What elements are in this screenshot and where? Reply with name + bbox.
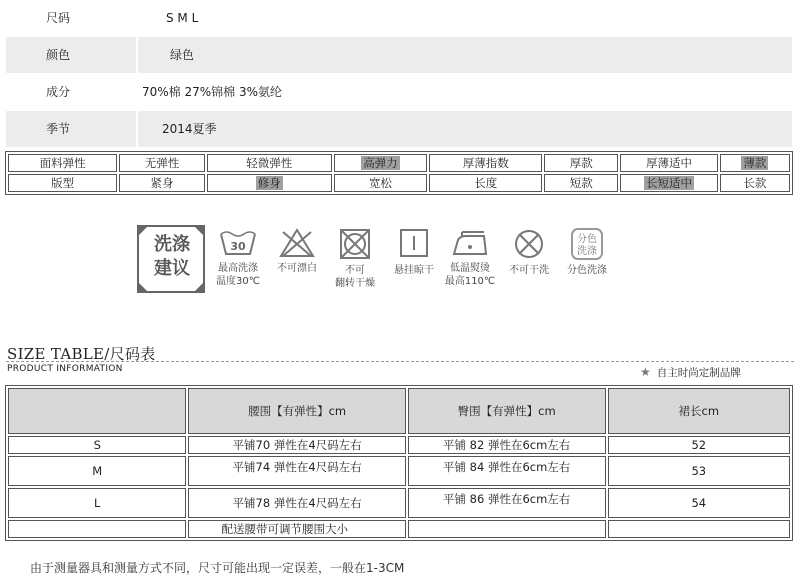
- info-key: 颜色: [46, 48, 71, 62]
- property-cell-selected: 高弹力: [334, 154, 428, 172]
- hip-cell: 平铺 82 弹性在6cm左右: [408, 436, 606, 454]
- empty-cell: [608, 520, 790, 538]
- property-row-fit: [8, 174, 790, 192]
- property-table: [5, 151, 793, 195]
- info-row-season: [6, 111, 792, 147]
- separate-wash-item: [557, 228, 617, 277]
- empty-cell: [408, 520, 606, 538]
- info-key: 季节: [46, 122, 71, 136]
- separate-wash-label: 分色洗涤: [567, 265, 607, 276]
- svg-text:分色: 分色: [577, 234, 597, 245]
- hang-dry-icon: [399, 228, 429, 260]
- property-cell: 版型: [8, 174, 117, 192]
- size-cell: M: [8, 456, 186, 486]
- hang-dry-item: [384, 228, 444, 277]
- property-cell: 厚款: [544, 154, 618, 172]
- wash-30-item: [208, 228, 268, 288]
- waist-cell: 平铺70 弹性在4尺码左右: [188, 436, 405, 454]
- header-cell: 腰围【有弹性】cm: [188, 388, 405, 434]
- property-cell-selected: 薄款: [720, 154, 790, 172]
- no-dry-clean-item: [499, 228, 559, 277]
- empty-cell: [8, 520, 186, 538]
- size-table-subtitle: PRODUCT INFORMATION: [7, 364, 123, 374]
- no-bleach-item: [267, 228, 327, 275]
- size-table: [5, 385, 793, 541]
- info-value: 2014夏季: [136, 111, 217, 147]
- waist-cell: 平铺74 弹性在4尺码左右: [188, 456, 405, 486]
- info-row-material: [6, 74, 792, 110]
- brand-tag: ★ 自主时尚定制品牌: [640, 365, 741, 379]
- property-cell: 长度: [429, 174, 542, 192]
- no-dry-clean-icon: [512, 228, 546, 260]
- property-cell-selected: 修身: [207, 174, 332, 192]
- hip-cell: 平铺 84 弹性在6cm左右: [408, 456, 606, 486]
- property-cell-selected: 长短适中: [620, 174, 717, 192]
- length-cell: 53: [608, 456, 790, 486]
- property-cell: 无弹性: [119, 154, 205, 172]
- no-tumble-dry-icon: [338, 228, 372, 260]
- info-row-size: [6, 0, 792, 36]
- iron-label: 低温熨烫 最高110℃: [444, 263, 496, 287]
- header-cell: 裙长cm: [608, 388, 790, 434]
- property-cell: 宽松: [334, 174, 428, 192]
- property-cell: 厚薄适中: [620, 154, 717, 172]
- hip-cell: 平铺 86 弹性在6cm左右: [408, 488, 606, 518]
- corner-marks-icon: [139, 227, 203, 291]
- length-cell: 52: [608, 436, 790, 454]
- property-cell: 轻微弹性: [207, 154, 332, 172]
- no-tumble-dry-label: 不可 翻转干燥: [335, 265, 375, 289]
- info-key: 成分: [46, 85, 71, 99]
- hang-dry-label: 悬挂晾干: [394, 265, 434, 276]
- no-dry-clean-label: 不可干洗: [509, 265, 549, 276]
- header-cell: [8, 388, 186, 434]
- washing-advice-title: 洗涤 建议: [154, 234, 190, 279]
- wash-30-icon: [218, 228, 258, 258]
- separate-wash-icon: [570, 228, 604, 260]
- waist-cell: 平铺78 弹性在4尺码左右: [188, 488, 405, 518]
- info-key: 尺码: [46, 11, 71, 25]
- table-row: [8, 436, 790, 454]
- iron-item: [440, 228, 500, 288]
- no-bleach-icon: [279, 228, 315, 258]
- property-row-elasticity: [8, 154, 790, 172]
- property-cell: 长款: [720, 174, 790, 192]
- svg-text:30: 30: [230, 240, 246, 253]
- property-cell: 厚薄指数: [429, 154, 542, 172]
- size-cell: L: [8, 488, 186, 518]
- property-cell: 面料弹性: [8, 154, 117, 172]
- size-table-header: [8, 388, 790, 434]
- washing-advice-badge: [137, 225, 205, 293]
- property-cell: 短款: [544, 174, 618, 192]
- header-cell: 臀围【有弹性】cm: [408, 388, 606, 434]
- footer-cell: 配送腰带可调节腰围大小: [188, 520, 405, 538]
- length-cell: 54: [608, 488, 790, 518]
- info-value: 70%棉 27%锦棉 3%氨纶: [142, 85, 283, 99]
- measurement-note: 由于测量器具和测量方式不同，尺寸可能出现一定误差，一般在1-3CM: [30, 561, 405, 575]
- table-row: [8, 488, 790, 518]
- size-cell: S: [8, 436, 186, 454]
- star-icon: ★: [640, 365, 651, 379]
- info-value: 绿色: [136, 37, 194, 73]
- table-row: [8, 520, 790, 538]
- no-tumble-dry-item: [325, 228, 385, 290]
- info-value: S M L: [166, 11, 199, 25]
- divider: [6, 361, 794, 362]
- svg-text:洗涤: 洗涤: [577, 246, 597, 257]
- property-cell: 紧身: [119, 174, 205, 192]
- no-bleach-label: 不可漂白: [277, 263, 317, 274]
- iron-icon: [450, 228, 490, 258]
- size-table-title: SIZE TABLE/尺码表: [7, 345, 156, 363]
- table-row: [8, 456, 790, 486]
- info-row-color: [6, 37, 792, 73]
- wash-30-label: 最高洗涤 温度30℃: [216, 263, 260, 287]
